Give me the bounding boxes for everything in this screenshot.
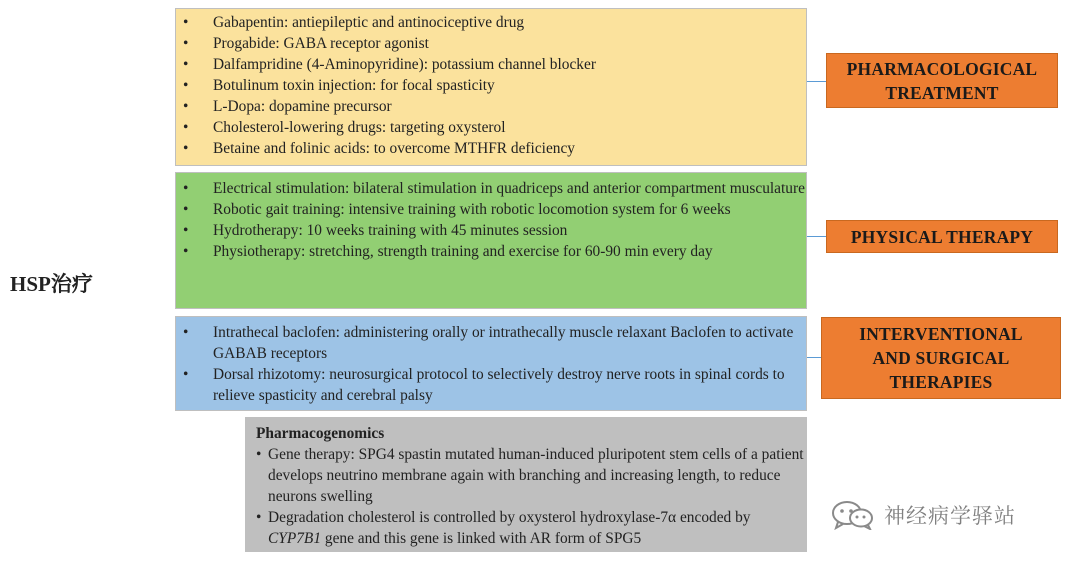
list-item: • Physiotherapy: stretching, strength training and exercise for 60-90 min every day bbox=[176, 241, 806, 262]
list-item: • Botulinum toxin injection: for focal spasticity bbox=[176, 75, 806, 96]
pharmacological-connector bbox=[807, 81, 826, 82]
wechat-icon bbox=[830, 500, 876, 530]
physical-therapy-connector bbox=[807, 236, 826, 237]
list-item: • Intrathecal baclofen: administering orally or intrathecally muscle relaxant Baclofen to activate GABAB receptors bbox=[176, 322, 806, 364]
list-item: • L-Dopa: dopamine precursor bbox=[176, 96, 806, 117]
interventional-label-text: INTERVENTIONAL AND SURGICAL THERAPIES bbox=[859, 324, 1023, 392]
interventional-box bbox=[175, 316, 807, 411]
pharmacological-label bbox=[826, 53, 1058, 108]
pharmacogenomics-title: Pharmacogenomics bbox=[256, 425, 385, 442]
watermark bbox=[830, 500, 1016, 530]
gene-name: CYP7B1 bbox=[268, 530, 322, 547]
pharmacogenomics-box bbox=[245, 417, 807, 552]
pharmacological-list bbox=[176, 12, 806, 159]
interventional-label bbox=[821, 317, 1061, 399]
pgx-item2-post: gene and this gene is linked with AR form of SPG5 bbox=[321, 530, 642, 547]
list-item: • Hydrotherapy: 10 weeks training with 45 minutes session bbox=[176, 220, 806, 241]
watermark-text: 神经病学驿站 bbox=[884, 504, 1016, 528]
list-item: • Gabapentin: antiepileptic and antinociceptive drug bbox=[176, 12, 806, 33]
interventional-list bbox=[176, 322, 806, 406]
interventional-connector bbox=[807, 357, 821, 358]
list-item: • Betaine and folinic acids: to overcome MTHFR deficiency bbox=[176, 138, 806, 159]
pgx-item2-pre: Degradation cholesterol is controlled by oxysterol hydroxylase-7α encoded by bbox=[268, 509, 751, 526]
list-item: • Electrical stimulation: bilateral stimulation in quadriceps and anterior compartment musculature bbox=[176, 178, 806, 199]
list-item: • Cholesterol-lowering drugs: targeting oxysterol bbox=[176, 117, 806, 138]
pharmacological-box bbox=[175, 8, 807, 166]
physical-therapy-list bbox=[176, 178, 806, 262]
list-item: • Dorsal rhizotomy: neurosurgical protocol to selectively destroy nerve roots in spinal cords to relieve spasticity and cerebral palsy bbox=[176, 364, 806, 406]
list-item: • Gene therapy: SPG4 spastin mutated human-induced pluripotent stem cells of a patient develops neutrino membrane again with branching and increasing length, to reduce neurons swelling bbox=[256, 444, 806, 507]
physical-therapy-label bbox=[826, 220, 1058, 253]
list-item bbox=[256, 507, 806, 549]
side-title: HSP治疗 bbox=[10, 272, 93, 296]
pharmacological-label-text: PHARMACOLOGICAL TREATMENT bbox=[846, 58, 1038, 103]
physical-therapy-label-text: PHYSICAL THERAPY bbox=[850, 226, 1034, 247]
pharmacogenomics-list bbox=[256, 444, 806, 549]
list-item: • Robotic gait training: intensive training with robotic locomotion system for 6 weeks bbox=[176, 199, 806, 220]
list-item: • Progabide: GABA receptor agonist bbox=[176, 33, 806, 54]
physical-therapy-box bbox=[175, 172, 807, 309]
list-item: • Dalfampridine (4-Aminopyridine): potassium channel blocker bbox=[176, 54, 806, 75]
